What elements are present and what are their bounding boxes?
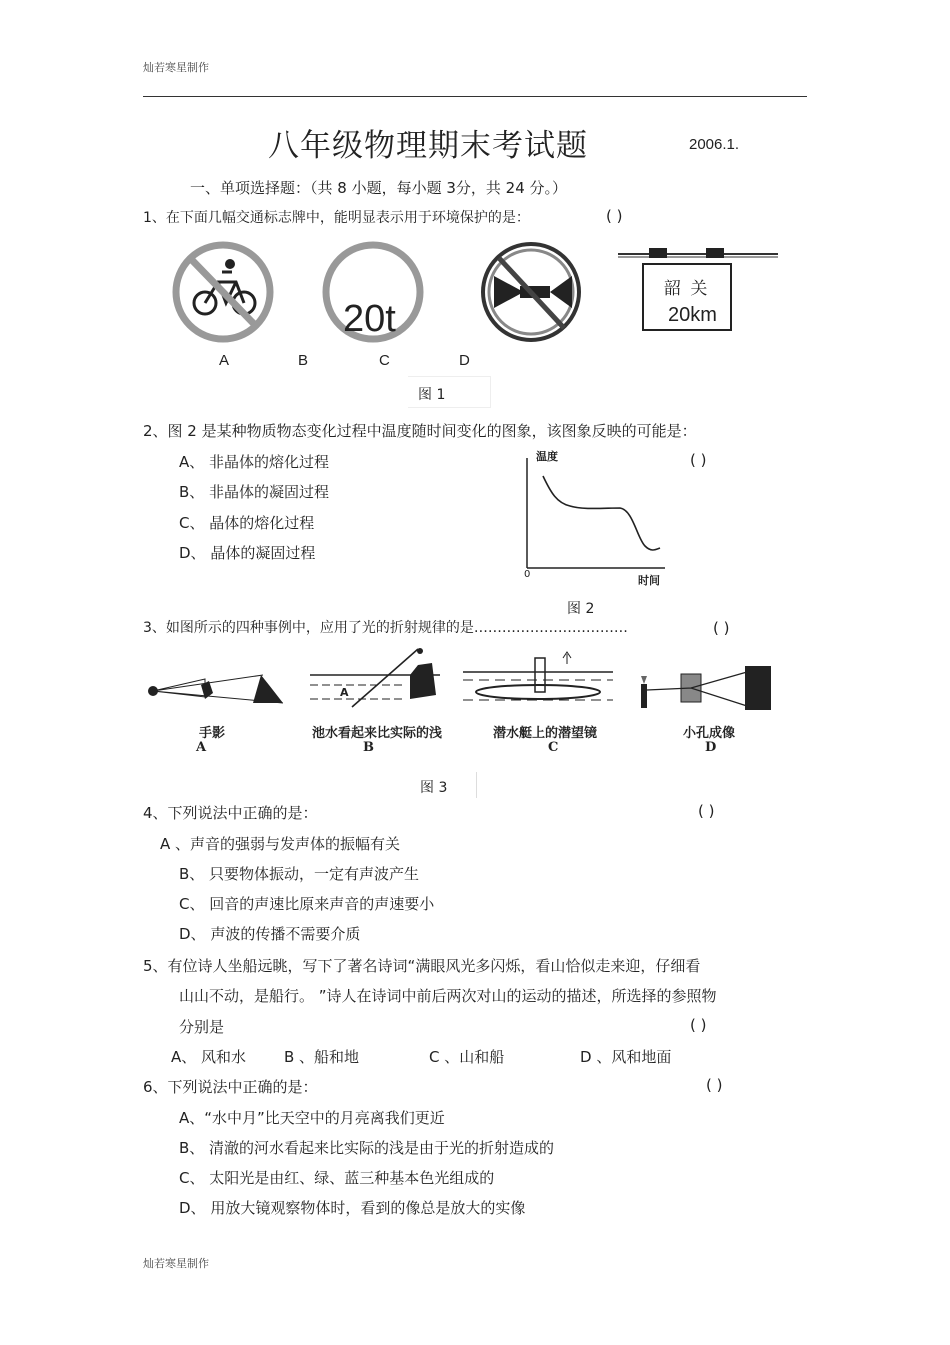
q3-pic-b-name: 池水看起来比实际的浅 bbox=[312, 726, 443, 741]
q6-option-a: A、“水中月”比天空中的月亮离我们更近 bbox=[179, 1109, 445, 1127]
q3-pic-b-letter: B bbox=[363, 740, 374, 755]
q3-text: 3、如图所示的四种事例中，应用了光的折射规律的是…………………………… bbox=[143, 620, 628, 636]
q3-pic-c-name: 潜水艇上的潜望镜 bbox=[493, 726, 598, 741]
q6-answer-paren: ( ) bbox=[706, 1076, 723, 1094]
q1-label-c: C bbox=[379, 352, 390, 369]
pinhole-camera-picture bbox=[635, 660, 775, 715]
pool-point-label: A bbox=[340, 686, 349, 699]
q6-option-d: D、 用放大镜观察物体时，看到的像总是放大的实像 bbox=[179, 1199, 526, 1217]
q5-option-b: B 、船和地 bbox=[284, 1048, 360, 1066]
sign-d-line2: 20km bbox=[668, 304, 717, 326]
graph-xlabel: 时间 bbox=[638, 574, 660, 587]
figure2-caption: 图 2 bbox=[567, 601, 595, 617]
q3-pic-c-letter: C bbox=[548, 740, 559, 755]
hand-shadow-picture bbox=[143, 655, 293, 715]
graph-curve bbox=[543, 476, 660, 550]
q3-pic-a-letter: A bbox=[196, 740, 207, 755]
q5-line1: 5、有位诗人坐船远眺，写下了著名诗词“满眼风光多闪烁，看山恰似走来迎，仔细看 bbox=[143, 957, 701, 975]
q1-label-a: A bbox=[219, 352, 230, 369]
exam-date: 2006.1. bbox=[689, 136, 740, 153]
q6-option-b: B、 清澈的河水看起来比实际的浅是由于光的折射造成的 bbox=[179, 1139, 555, 1157]
q5-option-a: A、 风和水 bbox=[171, 1048, 247, 1066]
q3-pic-d-name: 小孔成像 bbox=[683, 726, 736, 741]
figure3-caption: 图 3 bbox=[420, 780, 448, 796]
q2-text: 2、图 2 是某种物质物态变化过程中温度随时间变化的图象，该图象反映的可能是： bbox=[143, 422, 697, 440]
q4-option-c: C、 回音的声速比原来声音的声速要小 bbox=[179, 895, 435, 913]
q5-option-d: D 、风和地面 bbox=[580, 1048, 672, 1066]
sign-d-line1: 韶 关 bbox=[664, 279, 710, 299]
q2-option-a: A、 非晶体的熔化过程 bbox=[179, 453, 330, 471]
q1-answer-paren: ( ) bbox=[606, 207, 623, 225]
q1-text: 1、在下面几幅交通标志牌中，能明显表示用于环境保护的是： bbox=[143, 210, 530, 226]
q3-answer-paren: ( ) bbox=[713, 619, 730, 637]
graph-origin: 0 bbox=[524, 569, 531, 580]
figure1-caption: 图 1 bbox=[418, 387, 446, 403]
q1-label-b: B bbox=[298, 352, 309, 369]
page-header: 灿若寒星制作 bbox=[143, 61, 209, 74]
q2-answer-paren: ( ) bbox=[690, 451, 707, 469]
q5-line3: 分别是 bbox=[179, 1018, 225, 1036]
q5-answer-paren: ( ) bbox=[690, 1016, 707, 1034]
q1-label-d: D bbox=[459, 352, 470, 369]
q5-line2: 山山不动，是船行。 ”诗人在诗词中前后两次对山的运动的描述，所选择的参照物 bbox=[179, 987, 717, 1005]
sign-b-text: 20t bbox=[343, 298, 396, 340]
q4-text: 4、下列说法中正确的是： bbox=[143, 804, 318, 822]
q6-option-c: C、 太阳光是由红、绿、蓝三种基本色光组成的 bbox=[179, 1169, 495, 1187]
graph-ylabel: 温度 bbox=[536, 450, 558, 463]
q3-pic-d-letter: D bbox=[705, 740, 717, 755]
q4-option-d: D、 声波的传播不需要介质 bbox=[179, 925, 361, 943]
sign-no-horn-icon bbox=[476, 240, 586, 346]
q6-text: 6、下列说法中正确的是： bbox=[143, 1078, 318, 1096]
q4-option-b: B、 只要物体振动，一定有声波产生 bbox=[179, 865, 420, 883]
temperature-time-graph bbox=[515, 448, 675, 588]
q2-option-d: D、 晶体的凝固过程 bbox=[179, 544, 316, 562]
periscope-picture bbox=[463, 650, 613, 712]
q4-option-a: A 、声音的强弱与发声体的振幅有关 bbox=[160, 835, 401, 853]
pool-depth-picture bbox=[310, 645, 440, 717]
q5-option-c: C 、山和船 bbox=[429, 1048, 505, 1066]
header-rule bbox=[143, 96, 807, 97]
section-heading: 一、单项选择题：（共 8 小题，每小题 3分，共 24 分。） bbox=[190, 179, 568, 197]
sign-no-bicycle-icon bbox=[170, 240, 276, 346]
q3-pic-a-name: 手影 bbox=[199, 726, 226, 741]
q2-option-c: C、 晶体的熔化过程 bbox=[179, 514, 315, 532]
page-footer: 灿若寒星制作 bbox=[143, 1257, 209, 1270]
q4-answer-paren: ( ) bbox=[698, 802, 715, 820]
q2-option-b: B、 非晶体的凝固过程 bbox=[179, 483, 330, 501]
exam-title: 八年级物理期末考试题 bbox=[268, 128, 588, 164]
